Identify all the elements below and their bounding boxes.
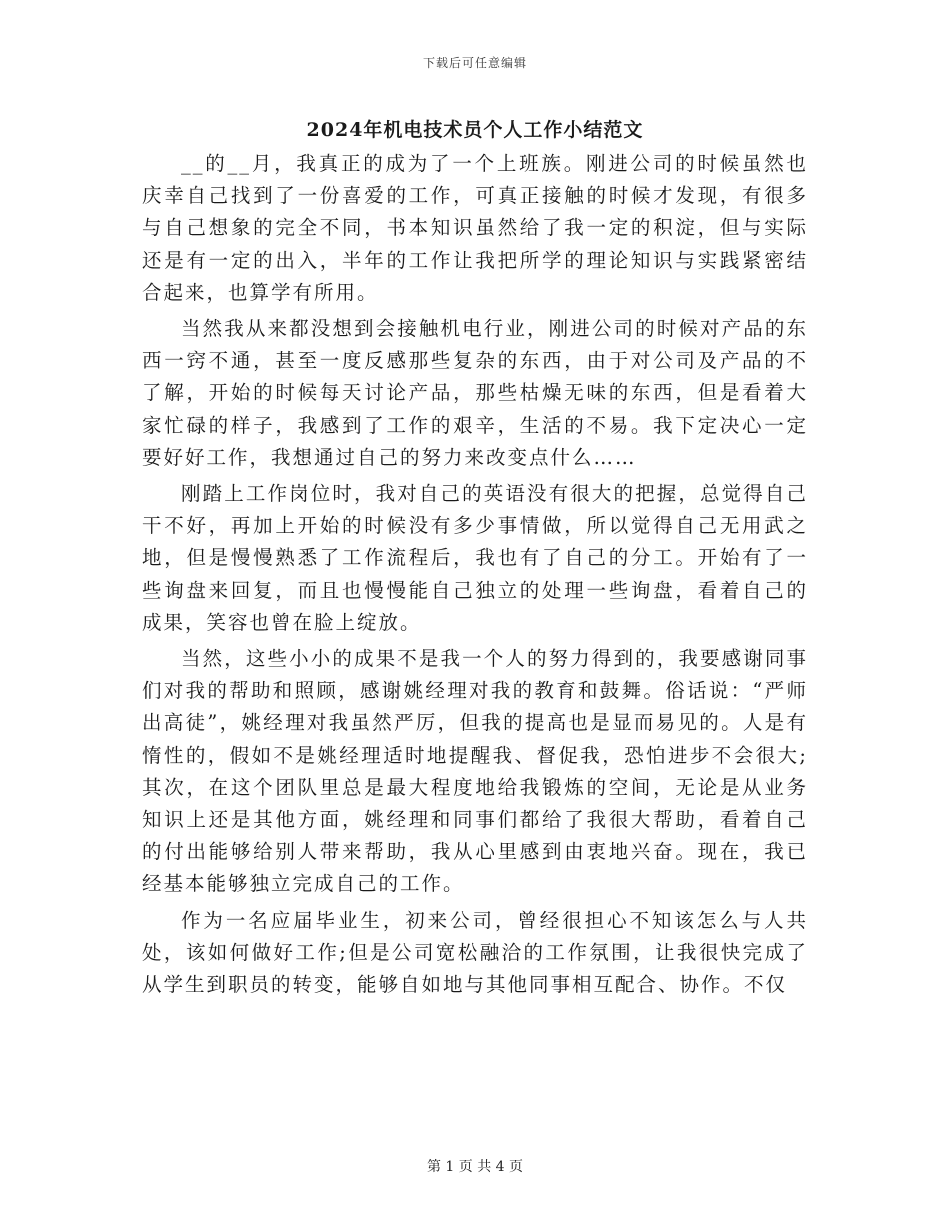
document-title: 2024年机电技术员个人工作小结范文 bbox=[306, 119, 644, 141]
document-body bbox=[142, 148, 808, 1005]
paragraph-4: 当然，这些小小的成果不是我一个人的努力得到的，我要感谢同事们对我的帮助和照顾，感谢姚经理对我的教育和鼓舞。俗话说：“严师出高徒”，姚经理对我虽然严厉，但我的提高也是显而易见的。人是有惰性的，假如不是姚经理适时地提醒我、督促我，恐怕进步不会很大;其次，在这个团队里总是最大程度地给我锻炼的空间，无论是从业务知识上还是其他方面，姚经理和同事们都给了我很大帮助，看着自己的付出能够给别人带来帮助，我从心里感到由衷地兴奋。现在，我已经基本能够独立完成自己的工作。 bbox=[142, 647, 808, 896]
page-number-footer: 第 1 页 共 4 页 bbox=[426, 1159, 524, 1175]
paragraph-1: __的__月，我真正的成为了一个上班族。刚进公司的时候虽然也庆幸自己找到了一份喜爱的工作，可真正接触的时候才发现，有很多与自己想象的完全不同，书本知识虽然给了我一定的积淀，但与实际还是有一定的出入，半年的工作让我把所学的理论知识与实践紧密结合起来，也算学有所用。 bbox=[142, 152, 808, 304]
paragraph-5: 作为一名应届毕业生，初来公司，曾经很担心不知该怎么与人共处，该如何做好工作;但是公司宽松融洽的工作氛围，让我很快完成了从学生到职员的转变，能够自如地与其他同事相互配合、协作。不仅 bbox=[142, 908, 808, 997]
header-note: 下载后可任意编辑 bbox=[422, 56, 527, 70]
paragraph-2: 当然我从来都没想到会接触机电行业，刚进公司的时候对产品的东西一窍不通，甚至一度反感那些复杂的东西，由于对公司及产品的不了解，开始的时候每天讨论产品，那些枯燥无味的东西，但是看着大家忙碌的样子，我感到了工作的艰辛，生活的不易。我下定决心一定要好好工作，我想通过自己的努力来改变点什么…… bbox=[142, 317, 808, 469]
paragraph-3: 刚踏上工作岗位时，我对自己的英语没有很大的把握，总觉得自己干不好，再加上开始的时候没有多少事情做，所以觉得自己无用武之地，但是慢慢熟悉了工作流程后，我也有了自己的分工。开始有了一些询盘来回复，而且也慢慢能自己独立的处理一些询盘，看着自己的成果，笑容也曾在脸上绽放。 bbox=[142, 482, 808, 634]
